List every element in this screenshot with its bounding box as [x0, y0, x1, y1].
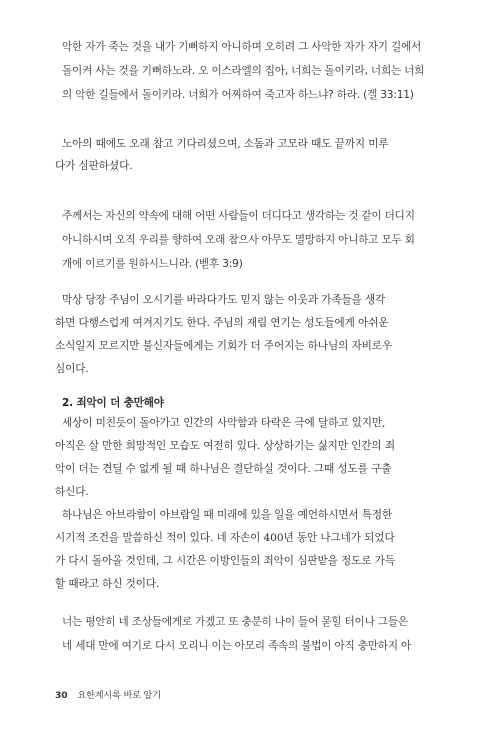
quote-line: 악한 자가 죽는 것을 내가 기뻐하지 아니하며 오히려 그 사악한 자가 자기 길에서 [62, 41, 422, 53]
body-line: 시기적 조건을 말씀하신 적이 있다. 네 자손이 400년 동안 나그네가 되었다 [55, 532, 395, 544]
body-line: 막상 당장 주님이 오시기를 바라다가도 믿지 않는 이웃과 가족들을 생각 [62, 294, 386, 306]
body-line: 심이다. [55, 363, 89, 375]
quote-line: 개에 이르기를 원하시느니라. (벧후 3:9) [62, 258, 243, 270]
running-title: 요한계시록 바로 알기 [77, 690, 161, 701]
body-line: 하면 다행스럽게 여겨지기도 한다. 주님의 재림 연기는 성도들에게 아쉬운 [55, 317, 389, 329]
body-line: 악이 더는 견딜 수 없게 될 때 하나님은 결단하실 것이다. 그때 성도를 구출 [55, 463, 392, 475]
quote-line: 돌이켜 사는 것을 기뻐하노라. 오 이스라엘의 집아, 너희는 돌이키라, 너희는 너희 [62, 65, 425, 77]
quote-line: 주께서는 자신의 약속에 대해 어떤 사람들이 더디다고 생각하는 것 같이 더디지 [62, 210, 415, 222]
body-line: 가 다시 돌아올 것인데, 그 시간은 이방인들의 죄악이 심판받을 정도로 가득 [55, 555, 395, 567]
body-line: 하신다. [55, 486, 89, 498]
body-line: 할 때라고 하신 것이다. [55, 578, 160, 590]
body-line: 세상이 미친듯이 돌아가고 인간의 사악함과 타락은 극에 달하고 있지만, [62, 417, 386, 429]
quote-line: 아니하시며 오직 우리를 향하여 오래 참으사 아무도 멸망하지 아니하고 모두 회 [62, 234, 415, 246]
quote-line: 너는 평안히 네 조상들에게로 가겠고 또 충분히 나이 들어 묻힐 터이나 그들은 [62, 616, 408, 628]
page-footer [55, 687, 161, 701]
body-line: 다가 심판하셨다. [55, 160, 133, 172]
body-line: 하나님은 아브라함이 아브람일 때 미래에 있을 일을 예언하시면서 특정한 [62, 509, 393, 521]
page-number: 30 [55, 690, 68, 701]
quote-line: 의 악한 길들에서 돌이키라. 너희가 어찌하여 죽고자 하느냐? 하라. (겔 33:11) [62, 89, 414, 101]
body-line: 아직은 살 만한 희망적인 모습도 여전히 있다. 상상하기는 싫지만 인간의 죄 [55, 440, 395, 452]
body-line: 노아의 때에도 오래 참고 기다리셨으며, 소돔과 고모라 때도 끝까지 미루 [62, 138, 389, 150]
quote-line: 네 세대 만에 여기로 다시 오리니 이는 아모리 족속의 불법이 아직 충만하지 아 [62, 640, 412, 652]
body-line: 소식일지 모르지만 불신자들에게는 기회가 더 주어지는 하나님의 자비로우 [55, 340, 393, 352]
section-heading: 2. 죄악이 더 충만해야 [62, 397, 164, 409]
